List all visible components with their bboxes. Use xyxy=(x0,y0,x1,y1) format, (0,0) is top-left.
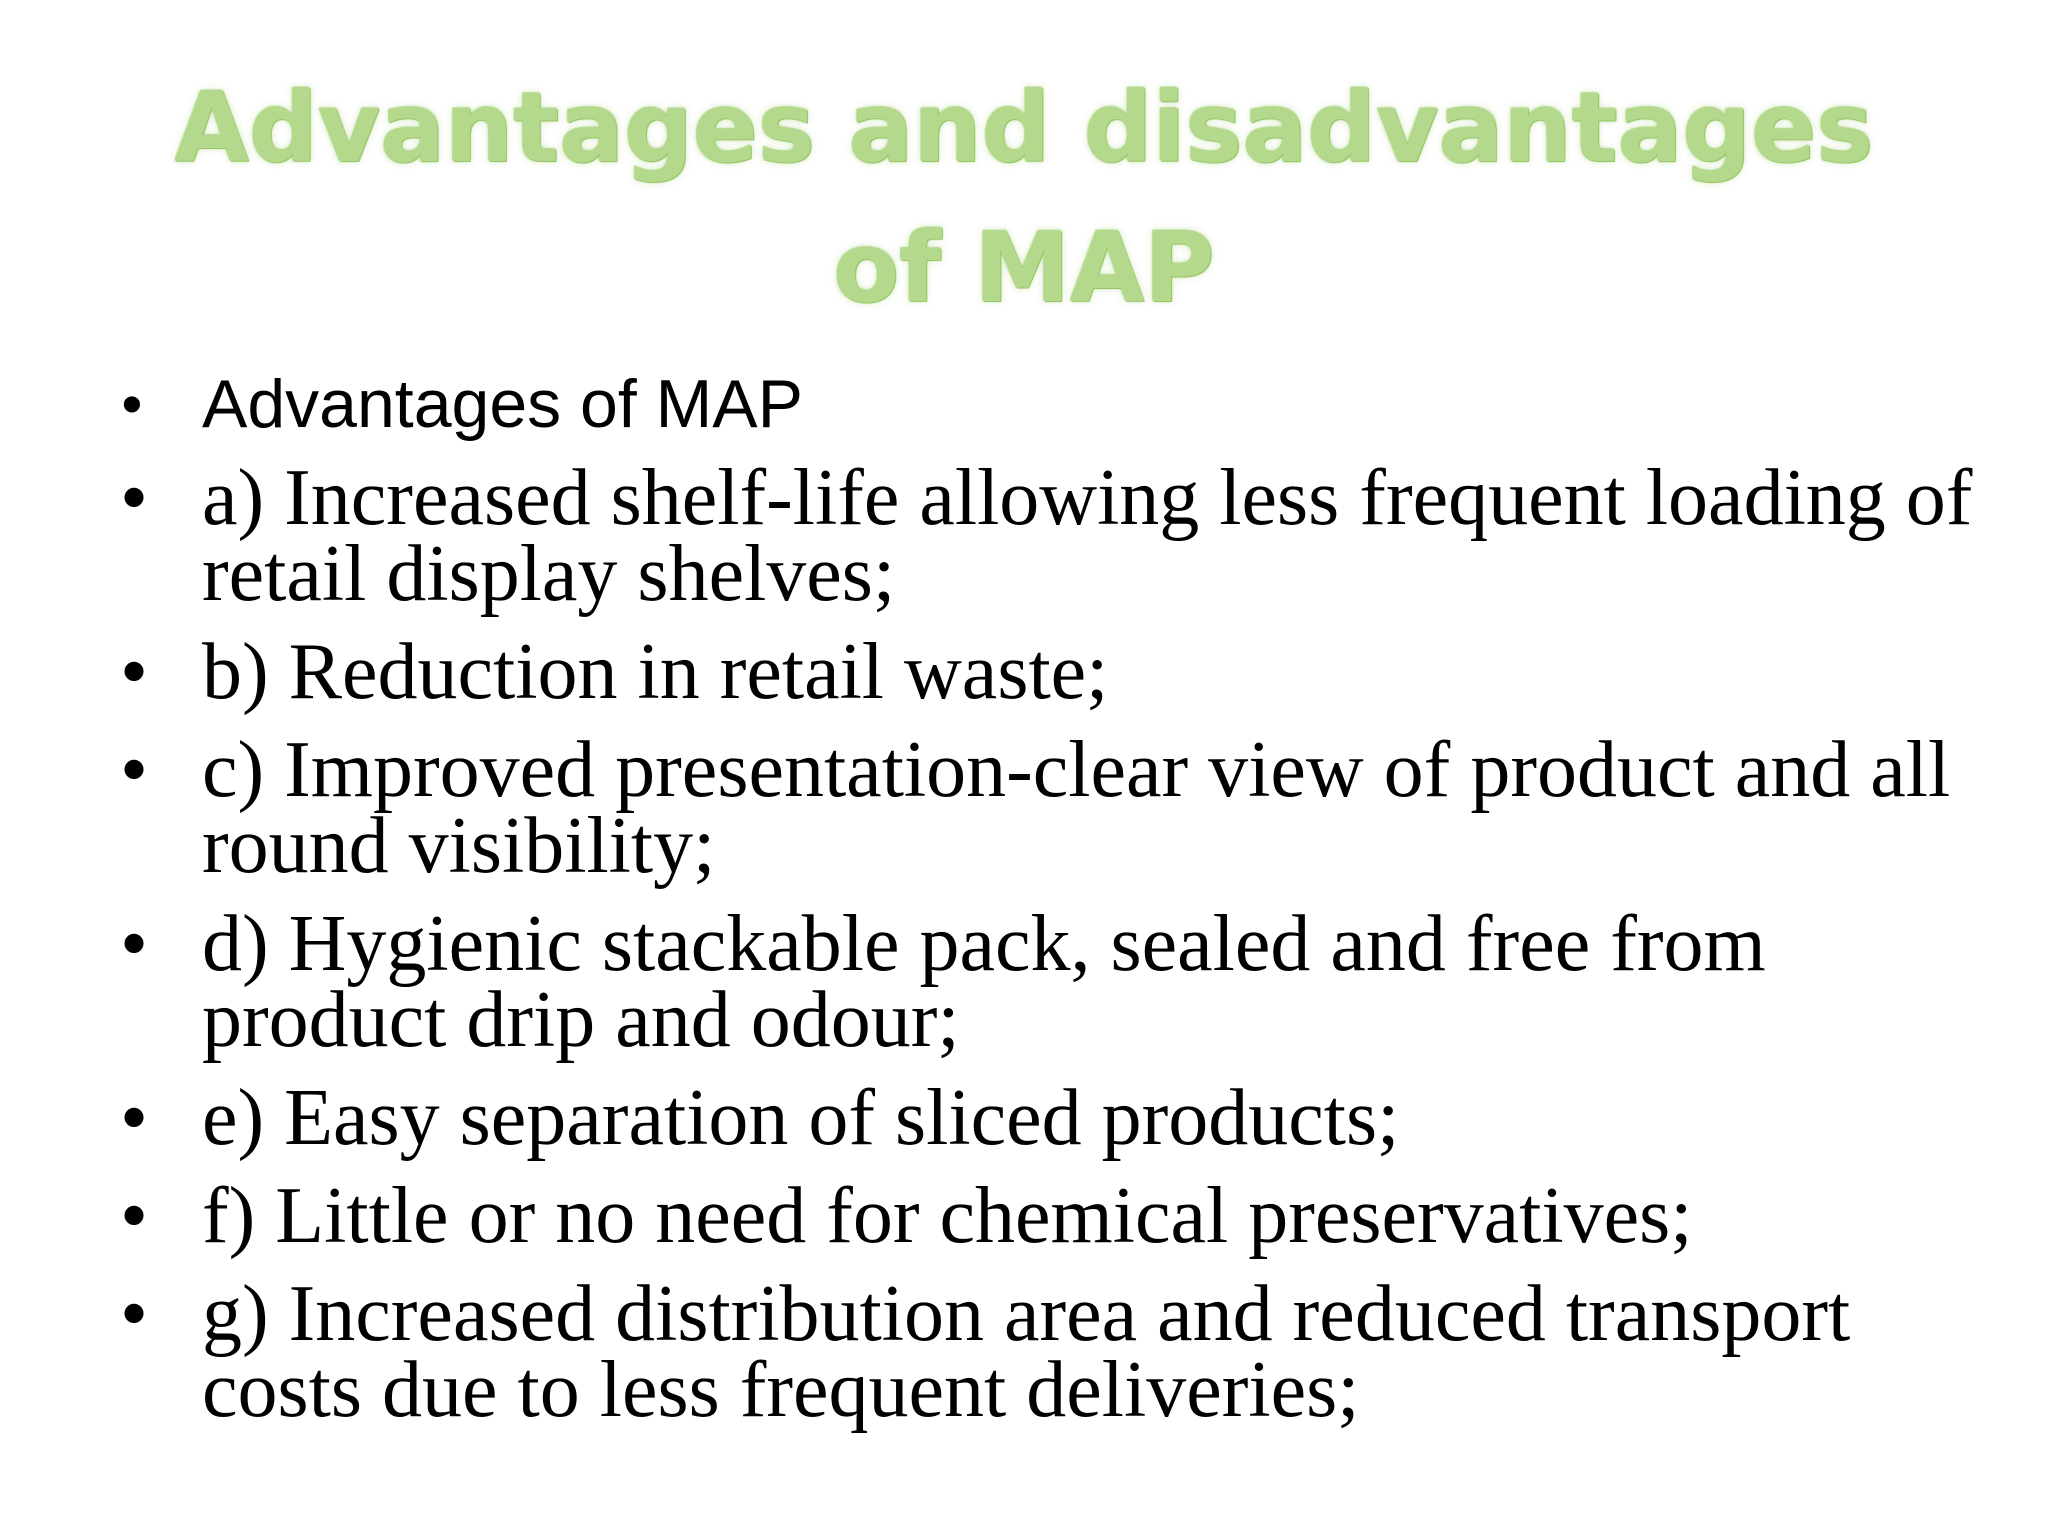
bullet-heading xyxy=(120,356,2000,452)
bullet-icon: • xyxy=(120,1074,149,1162)
bullet-heading-text: Advantages of MAP xyxy=(202,366,804,442)
bullet-icon: • xyxy=(120,1270,149,1358)
bullet-icon: • xyxy=(120,454,149,542)
bullet-item-g xyxy=(120,1270,2000,1434)
bullet-item-text: e) Easy separation of sliced products; xyxy=(202,1074,1400,1162)
bullet-icon: • xyxy=(120,366,144,442)
bullet-item-text: d) Hygienic stackable pack, sealed and free from product drip and odour; xyxy=(202,900,1766,1064)
bullet-item-d xyxy=(120,900,2000,1064)
slide-title: Advantages and disadvantages of MAP xyxy=(174,72,1874,324)
bullet-item-f xyxy=(120,1172,2000,1260)
bullet-item-text: g) Increased distribution area and reduced transport costs due to less frequent deliveries; xyxy=(202,1270,1851,1434)
bullet-item-e xyxy=(120,1074,2000,1162)
bullet-item-text: a) Increased shelf-life allowing less frequent loading of retail display shelves; xyxy=(202,454,1973,618)
bullet-icon: • xyxy=(120,726,149,814)
bullet-item-text: b) Reduction in retail waste; xyxy=(202,628,1109,716)
bullet-item-text: f) Little or no need for chemical preservatives; xyxy=(202,1172,1693,1260)
bullet-list xyxy=(120,356,2000,1450)
bullet-icon: • xyxy=(120,1172,149,1260)
bullet-item-b xyxy=(120,628,2000,716)
bullet-item-text: c) Improved presentation-clear view of product and all round visibility; xyxy=(202,726,1951,890)
bullet-item-a xyxy=(120,454,2000,618)
bullet-icon: • xyxy=(120,628,149,716)
bullet-item-c xyxy=(120,726,2000,890)
bullet-icon: • xyxy=(120,900,149,988)
